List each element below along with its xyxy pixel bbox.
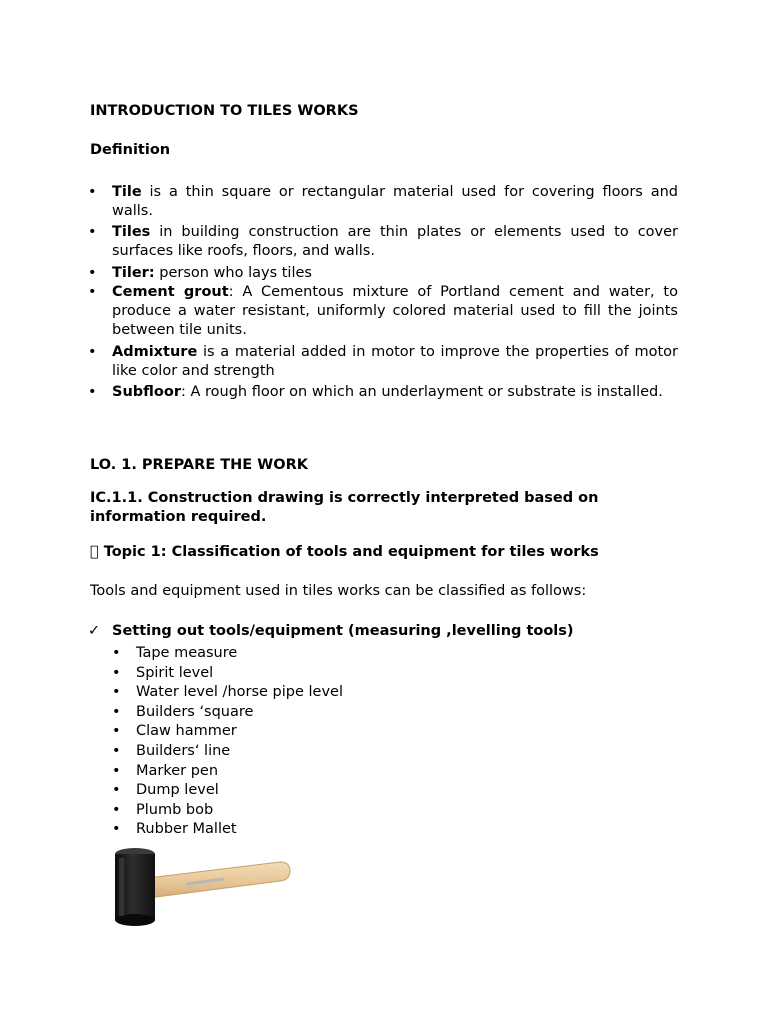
- bullet-icon: •: [88, 265, 97, 281]
- definition-text: : A rough floor on which an underlayment or substrate is installed.: [180, 384, 663, 400]
- tool-label: Tape measure: [136, 645, 238, 661]
- bullet-icon: •: [88, 344, 97, 360]
- list-item: [112, 722, 343, 742]
- bullet-icon: •: [112, 723, 121, 740]
- definition-text: : A Cementous mixture of Portland cement and water, to produce a water resistant, uniformly colored material used to fill the joints between tile units.: [112, 284, 678, 338]
- bullet-icon: •: [112, 782, 121, 799]
- definition-item: [90, 383, 678, 402]
- definition-term: Subfloor: [112, 384, 181, 400]
- list-item: [112, 683, 343, 703]
- definition-term: Tile: [112, 184, 142, 200]
- bullet-icon: •: [112, 684, 121, 701]
- tool-list: [112, 644, 343, 840]
- category-heading: Setting out tools/equipment (measuring ,levelling tools): [112, 623, 574, 639]
- bullet-icon: •: [112, 821, 121, 838]
- bullet-icon: •: [88, 284, 97, 300]
- list-item: [112, 703, 343, 723]
- lo-heading: LO. 1. PREPARE THE WORK: [90, 457, 308, 473]
- definition-item: [90, 183, 678, 221]
- list-item: [112, 801, 343, 821]
- list-item: [112, 762, 343, 782]
- bullet-icon: •: [112, 801, 121, 818]
- definition-text: person who lays tiles: [154, 265, 312, 281]
- tool-label: Claw hammer: [136, 723, 237, 740]
- tool-label: Dump level: [136, 782, 219, 799]
- document-title: INTRODUCTION TO TILES WORKS: [90, 103, 359, 119]
- bullet-icon: •: [112, 645, 121, 661]
- rubber-mallet-image: [108, 846, 298, 930]
- tool-label: Builders‘ line: [136, 742, 231, 759]
- definition-text: is a material added in motor to improve the properties of motor like color and strength: [112, 344, 678, 379]
- definition-text: is a thin square or rectangular material used for covering floors and walls.: [112, 184, 678, 219]
- definition-item: [90, 343, 678, 381]
- list-item: [112, 781, 343, 801]
- tool-label: Marker pen: [136, 762, 219, 779]
- bullet-icon: •: [88, 184, 97, 200]
- list-item: [112, 644, 343, 664]
- definition-item: [90, 264, 678, 283]
- definition-term: Cement grout: [112, 284, 229, 300]
- checkmark-icon: ✓: [88, 623, 101, 639]
- bullet-icon: •: [112, 762, 121, 779]
- definition-term: Admixture: [112, 344, 198, 360]
- definition-heading: Definition: [90, 142, 171, 158]
- definition-term: Tiles: [112, 224, 151, 240]
- bullet-icon: •: [112, 664, 121, 681]
- definition-text: in building construction are thin plates or elements used to cover surfaces like roofs, floors, and walls.: [112, 224, 678, 259]
- bullet-icon: •: [112, 703, 121, 720]
- list-item: [112, 820, 343, 840]
- list-item: [112, 742, 343, 762]
- definition-item: [90, 283, 678, 340]
- topic-heading: Topic 1: Classification of tools and equipment for tiles works: [90, 544, 585, 560]
- bullet-icon: •: [88, 384, 97, 400]
- bullet-icon: •: [88, 224, 97, 240]
- definition-term: Tiler:: [112, 265, 155, 281]
- bullet-icon: •: [112, 742, 121, 759]
- list-item: [112, 664, 343, 684]
- definition-item: [90, 223, 678, 261]
- intro-text: Tools and equipment used in tiles works can be classified as follows:: [90, 583, 587, 599]
- definition-list: [90, 183, 678, 402]
- tool-label: Builders ‘square: [136, 703, 254, 720]
- tool-label: Spirit level: [136, 664, 214, 681]
- ic-heading: IC.1.1. Construction drawing is correctly interpreted based on information required.: [90, 490, 599, 525]
- tool-label: Plumb bob: [136, 801, 214, 818]
- tool-label: Water level /horse pipe level: [136, 684, 344, 701]
- tool-label: Rubber Mallet: [136, 821, 237, 838]
